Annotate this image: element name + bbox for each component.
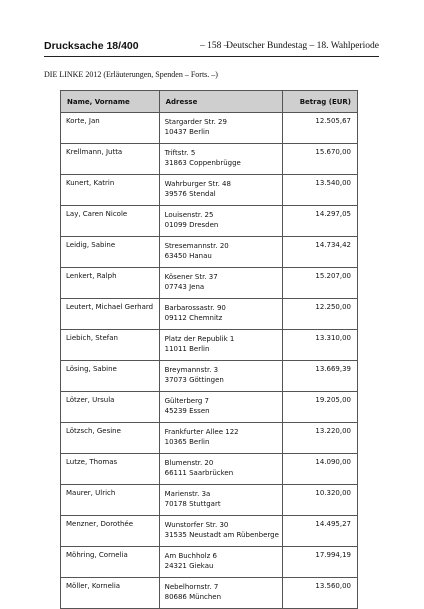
donor-name: Möhring, Cornelia — [61, 547, 160, 578]
donor-address — [159, 299, 282, 330]
donor-name: Maurer, Ulrich — [61, 485, 160, 516]
address-city: 70178 Stuttgart — [164, 500, 221, 508]
header-rule — [44, 56, 379, 57]
donation-amount: 15.207,00 — [282, 268, 357, 299]
donor-address — [159, 206, 282, 237]
donation-amount: 12.250,00 — [282, 299, 357, 330]
address-city: 10437 Berlin — [164, 128, 210, 136]
table-header-row — [61, 91, 358, 113]
donor-name: Lutze, Thomas — [61, 454, 160, 485]
donation-amount: 10.320,00 — [282, 485, 357, 516]
table-row — [61, 206, 358, 237]
donor-address — [159, 175, 282, 206]
document-number — [44, 40, 139, 52]
page-number: – 158 – — [200, 41, 229, 51]
address-city: 66111 Saarbrücken — [164, 469, 234, 477]
donor-address — [159, 330, 282, 361]
address-city: 80686 München — [164, 593, 222, 601]
donation-amount: 14.495,27 — [282, 516, 357, 547]
donor-address — [159, 516, 282, 547]
page-header — [44, 40, 379, 54]
parliament-label: Deutscher Bundestag – 18. Wahlperiode — [226, 41, 379, 51]
donor-address — [159, 485, 282, 516]
address-street: Louisenstr. 25 — [164, 211, 214, 219]
donor-name: Leutert, Michael Gerhard — [61, 299, 160, 330]
donor-name: Lösing, Sabine — [61, 361, 160, 392]
address-street: Stresemannstr. 20 — [164, 242, 229, 250]
donor-address — [159, 113, 282, 144]
donor-address — [159, 361, 282, 392]
column-header-name: Name, Vorname — [61, 91, 160, 113]
donation-amount: 13.220,00 — [282, 423, 357, 454]
donor-name: Lötzsch, Gesine — [61, 423, 160, 454]
donation-amount: 14.297,05 — [282, 206, 357, 237]
document-label: Drucksache 18/ — [44, 40, 122, 52]
table-row — [61, 175, 358, 206]
address-street: Kösener Str. 37 — [164, 273, 218, 281]
address-street: Blumenstr. 20 — [164, 459, 214, 467]
address-street: Triftstr. 5 — [164, 149, 196, 157]
table-row — [61, 361, 358, 392]
donation-amount: 14.734,42 — [282, 237, 357, 268]
address-street: Barbarossastr. 90 — [164, 304, 226, 312]
table-row — [61, 485, 358, 516]
table-row — [61, 578, 358, 609]
table-row — [61, 330, 358, 361]
table-body — [61, 113, 358, 609]
donation-amount: 12.505,67 — [282, 113, 357, 144]
donation-amount: 13.310,00 — [282, 330, 357, 361]
address-street: Nebelhornstr. 7 — [164, 583, 219, 591]
address-city: 09112 Chemnitz — [164, 314, 223, 322]
address-street: Marienstr. 3a — [164, 490, 211, 498]
address-city: 10365 Berlin — [164, 438, 210, 446]
address-city: 39576 Stendal — [164, 190, 216, 198]
donation-amount: 13.540,00 — [282, 175, 357, 206]
donor-name: Menzner, Dorothée — [61, 516, 160, 547]
donation-amount: 17.994,19 — [282, 547, 357, 578]
address-city: 24321 Giekau — [164, 562, 214, 570]
donor-name: Leidig, Sabine — [61, 237, 160, 268]
donor-name: Liebich, Stefan — [61, 330, 160, 361]
donor-address — [159, 547, 282, 578]
address-street: Stargarder Str. 29 — [164, 118, 227, 126]
table-row — [61, 299, 358, 330]
donation-amount: 13.560,00 — [282, 578, 357, 609]
address-street: Breymannstr. 3 — [164, 366, 219, 374]
address-city: 37073 Göttingen — [164, 376, 224, 384]
donor-address — [159, 237, 282, 268]
donations-table — [60, 90, 358, 609]
address-city: 45239 Essen — [164, 407, 210, 415]
donor-address — [159, 454, 282, 485]
donor-address — [159, 423, 282, 454]
address-street: Am Buchholz 6 — [164, 552, 217, 560]
table-row — [61, 423, 358, 454]
donation-amount: 19.205,00 — [282, 392, 357, 423]
address-street: Frankfurter Allee 122 — [164, 428, 239, 436]
donor-name: Korte, Jan — [61, 113, 160, 144]
table-row — [61, 144, 358, 175]
donation-amount: 14.090,00 — [282, 454, 357, 485]
donor-address — [159, 578, 282, 609]
column-header-amount: Betrag (EUR) — [282, 91, 357, 113]
table-row — [61, 237, 358, 268]
donor-address — [159, 268, 282, 299]
donor-name: Lötzer, Ursula — [61, 392, 160, 423]
table-row — [61, 547, 358, 578]
donor-name: Kunert, Katrin — [61, 175, 160, 206]
address-city: 01099 Dresden — [164, 221, 219, 229]
address-street: Wahrburger Str. 48 — [164, 180, 231, 188]
document-total: 400 — [121, 40, 139, 52]
address-city: 31863 Coppenbrügge — [164, 159, 241, 167]
section-subtitle: DIE LINKE 2012 (Erläuterungen, Spenden – Forts. –) — [44, 70, 218, 79]
address-street: Wunstorfer Str. 30 — [164, 521, 229, 529]
donation-amount: 13.669,39 — [282, 361, 357, 392]
table-row — [61, 113, 358, 144]
donor-address — [159, 144, 282, 175]
donor-address — [159, 392, 282, 423]
donor-name: Möller, Kornelia — [61, 578, 160, 609]
table-row — [61, 516, 358, 547]
address-city: 11011 Berlin — [164, 345, 210, 353]
table-row — [61, 392, 358, 423]
address-city: 31535 Neustadt am Rübenberge — [164, 531, 279, 539]
donor-name: Krellmann, Jutta — [61, 144, 160, 175]
table-row — [61, 268, 358, 299]
address-city: 07743 Jena — [164, 283, 205, 291]
table-row — [61, 454, 358, 485]
donor-name: Lenkert, Ralph — [61, 268, 160, 299]
donor-name: Lay, Caren Nicole — [61, 206, 160, 237]
column-header-address: Adresse — [159, 91, 282, 113]
address-street: Gülterberg 7 — [164, 397, 209, 405]
address-street: Platz der Republik 1 — [164, 335, 235, 343]
address-city: 63450 Hanau — [164, 252, 212, 260]
donation-amount: 15.670,00 — [282, 144, 357, 175]
